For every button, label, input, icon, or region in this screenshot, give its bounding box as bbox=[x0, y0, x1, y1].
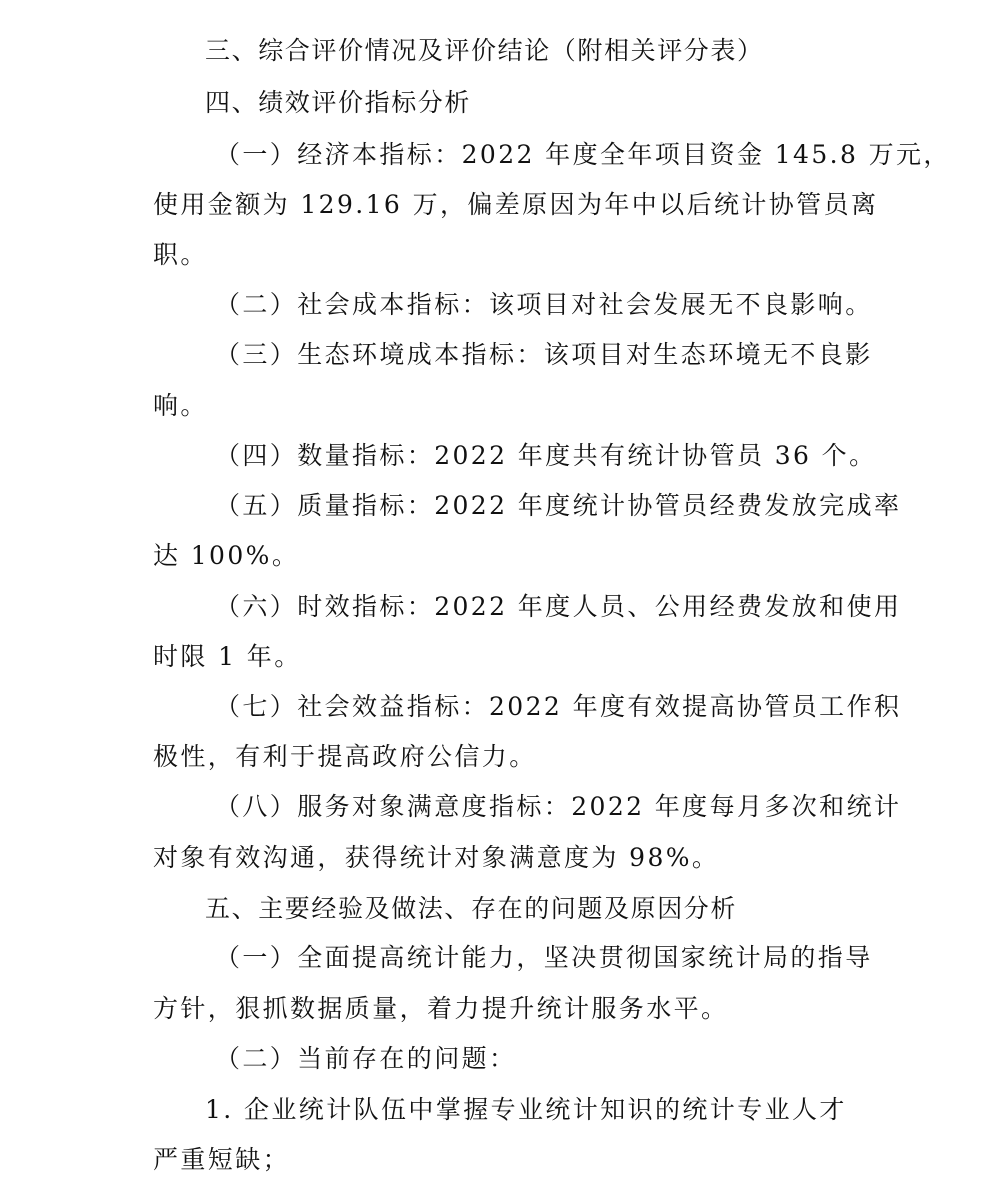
paragraph-economic-line-2: 使用金额为 129.16 万，偏差原因为年中以后统计协管员离 bbox=[153, 190, 879, 219]
paragraph-quantity: （四）数量指标：2022 年度共有统计协管员 36 个。 bbox=[215, 441, 877, 470]
list-item-1-line-1: 1. 企业统计队伍中掌握专业统计知识的统计专业人才 bbox=[205, 1095, 847, 1124]
section-heading-3: 三、综合评价情况及评价结论（附相关评分表） bbox=[205, 36, 764, 65]
paragraph-satisfaction-line-2: 对象有效沟通，获得统计对象满意度为 98%。 bbox=[153, 843, 720, 872]
paragraph-eco-cost-line-1: （三）生态环境成本指标：该项目对生态环境无不良影 bbox=[215, 340, 873, 369]
paragraph-economic-line-1: （一）经济本指标：2022 年度全年项目资金 145.8 万元， bbox=[215, 140, 951, 169]
paragraph-timeliness-line-2: 时限 1 年。 bbox=[153, 642, 302, 671]
paragraph-experience-line-2: 方针，狠抓数据质量，着力提升统计服务水平。 bbox=[153, 994, 729, 1023]
paragraph-social-cost: （二）社会成本指标：该项目对社会发展无不良影响。 bbox=[215, 290, 873, 319]
paragraph-social-benefit-line-2: 极性，有利于提高政府公信力。 bbox=[153, 742, 537, 771]
section-heading-5: 五、主要经验及做法、存在的问题及原因分析 bbox=[205, 894, 738, 923]
paragraph-timeliness-line-1: （六）时效指标：2022 年度人员、公用经费发放和使用 bbox=[215, 592, 902, 621]
paragraph-current-problems: （二）当前存在的问题： bbox=[215, 1044, 517, 1073]
paragraph-quality-line-1: （五）质量指标：2022 年度统计协管员经费发放完成率 bbox=[215, 491, 902, 520]
section-heading-4: 四、绩效评价指标分析 bbox=[205, 88, 472, 117]
list-item-1-line-2: 严重短缺； bbox=[153, 1145, 291, 1174]
paragraph-economic-line-3: 职。 bbox=[153, 240, 208, 269]
paragraph-satisfaction-line-1: （八）服务对象满意度指标：2022 年度每月多次和统计 bbox=[215, 792, 902, 821]
paragraph-eco-cost-line-2: 响。 bbox=[153, 391, 208, 420]
paragraph-social-benefit-line-1: （七）社会效益指标：2022 年度有效提高协管员工作积 bbox=[215, 692, 902, 721]
paragraph-quality-line-2: 达 100%。 bbox=[153, 541, 300, 570]
paragraph-experience-line-1: （一）全面提高统计能力，坚决贯彻国家统计局的指导 bbox=[215, 943, 873, 972]
